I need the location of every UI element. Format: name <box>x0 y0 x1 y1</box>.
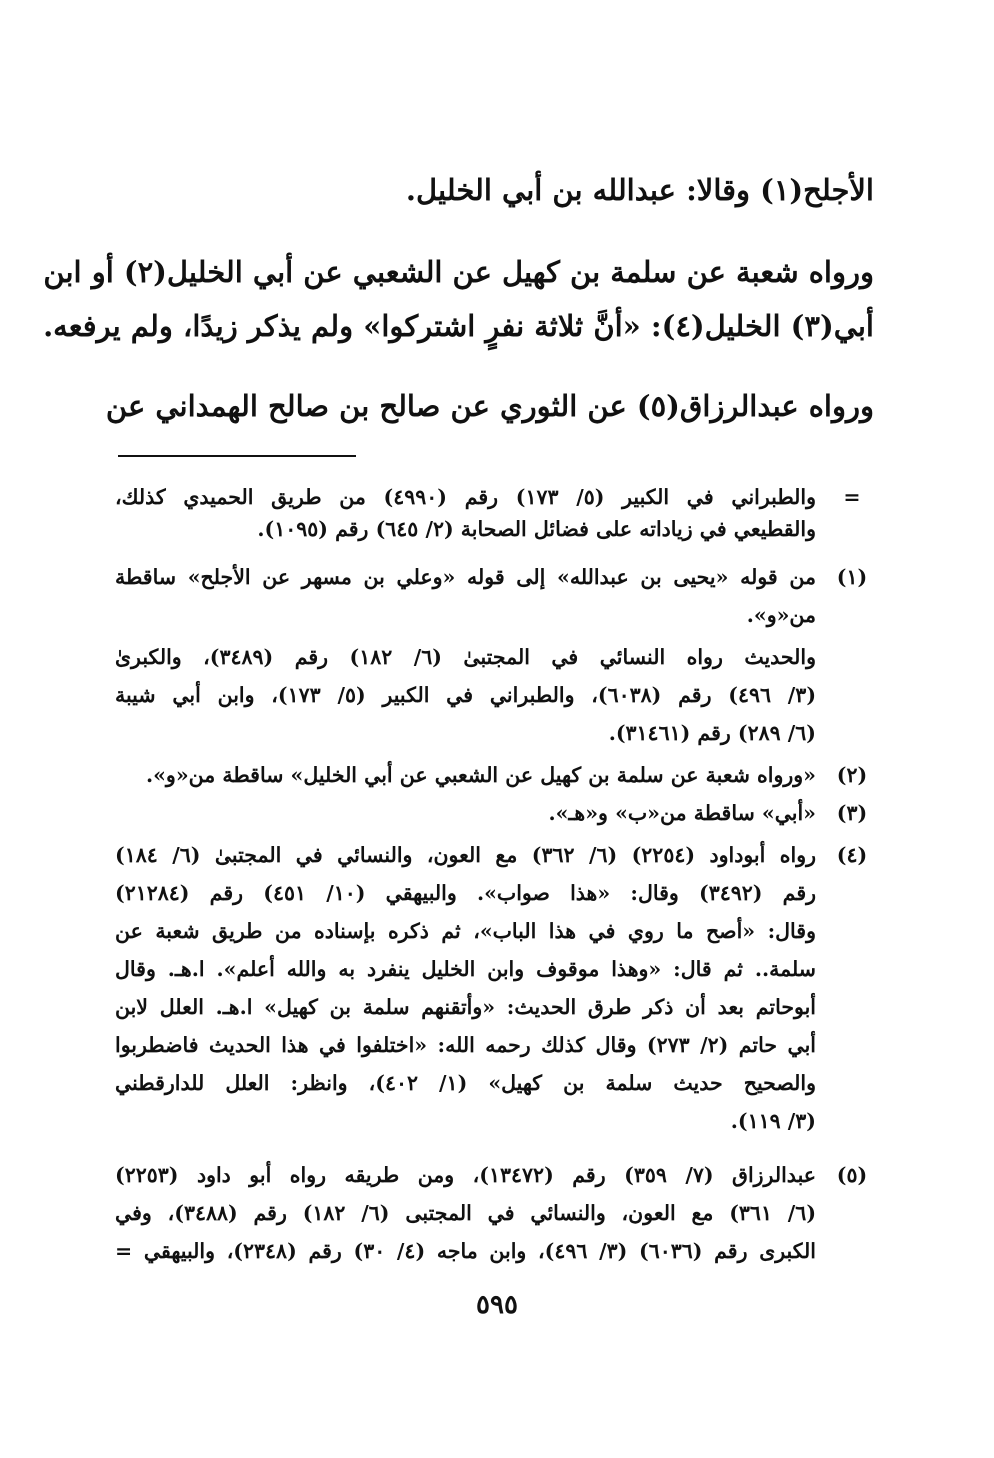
footnote-number: (٣) <box>836 801 868 825</box>
footnote-line: من«و». <box>746 603 816 627</box>
footnote-line: أبي حاتم (٢/ ٢٧٣) وقال كذلك رحمه الله: «اختلفوا في هذا الحديث فاضطربوا <box>115 1033 816 1057</box>
main-line: الأجلح(١) وقالا: عبدالله بن أبي الخليل. <box>405 173 874 207</box>
footnote-separator <box>118 455 356 457</box>
footnote-line: من قوله «يحيى بن عبدالله» إلى قوله «وعلي بن مسهر عن الأجلح» ساقطة <box>115 565 816 589</box>
footnote-line: «أبي» ساقطة من«ب» و«هـ». <box>548 801 816 825</box>
footnote-line: (٦/ ٣٦١) مع العون، والنسائي في المجتبى (٦/ ١٨٢) رقم (٣٤٨٨)، وفي <box>115 1201 817 1225</box>
footnote-line: والصحيح حديث سلمة بن كهيل» (١/ ٤٠٢)، وانظر: العلل للدارقطني <box>115 1071 816 1095</box>
footnote-line: والقطيعي في زياداته على فضائل الصحابة (٢/ ٦٤٥) رقم (١٠٩٥). <box>257 517 816 541</box>
continuation-marker: = <box>843 485 861 509</box>
footnote-line: والطبراني في الكبير (٥/ ١٧٣) رقم (٤٩٩٠) من طريق الحميدي كذلك، <box>115 485 816 509</box>
footnote-line: رقم (٣٤٩٢) وقال: «هذا صواب». والبيهقي (١٠/ ٤٥١) رقم (٢١٢٨٤) <box>115 881 817 905</box>
main-line: ورواه شعبة عن سلمة بن كهيل عن الشعبي عن أبي الخليل(٢) أو ابن <box>43 255 874 289</box>
footnote-line: سلمة.. ثم قال: «وهذا موقوف وابن الخليل ينفرد به والله أعلم». ا.هـ. وقال <box>115 957 816 981</box>
footnote-line: وقال: «أصح ما روي في هذا الباب»، ثم ذكره بإسناده من طريق شعبة عن <box>115 919 816 943</box>
footnote-line: الكبرى رقم (٦٠٣٦) (٣/ ٤٩٦)، وابن ماجه (٤/ ٣٠) رقم (٢٣٤٨)، والبيهقي = <box>115 1239 816 1263</box>
footnote-number: (٢) <box>836 763 868 787</box>
footnote-number: (٤) <box>836 843 868 867</box>
page-number: ٥٩٥ <box>476 1290 518 1320</box>
footnote-line: (٣/ ٤٩٦) رقم (٦٠٣٨)، والطبراني في الكبير (٥/ ١٧٣)، وابن أبي شيبة <box>115 683 817 707</box>
footnote-line: أبوحاتم بعد أن ذكر طرق الحديث: «وأتقنهم سلمة بن كهيل» ا.هـ. العلل لابن <box>115 995 816 1019</box>
main-line: أبي(٣) الخليل(٤): «أنَّ ثلاثة نفرٍ اشتركوا» ولم يذكر زيدًا، ولم يرفعه. <box>43 309 874 343</box>
footnote-number: (٥) <box>836 1163 868 1187</box>
footnote-line: «ورواه شعبة عن سلمة بن كهيل عن الشعبي عن أبي الخليل» ساقطة من«و». <box>145 763 816 787</box>
footnote-number: (١) <box>836 565 868 589</box>
main-line: ورواه عبدالرزاق(٥) عن الثوري عن صالح بن صالح الهمداني عن <box>105 389 874 423</box>
footnote-line: رواه أبوداود (٢٢٥٤) (٦/ ٣٦٢) مع العون، والنسائي في المجتبىٰ (٦/ ١٨٤) <box>115 843 817 867</box>
footnote-line: والحديث رواه النسائي في المجتبىٰ (٦/ ١٨٢) رقم (٣٤٨٩)، والكبرىٰ <box>115 645 816 669</box>
footnote-line: (٣/ ١١٩). <box>730 1109 816 1133</box>
footnote-line: عبدالرزاق (٧/ ٣٥٩) رقم (١٣٤٧٢)، ومن طريقه رواه أبو داود (٢٢٥٣) <box>115 1163 816 1187</box>
footnote-line: (٦/ ٢٨٩) رقم (٣١٤٦١). <box>608 721 816 745</box>
